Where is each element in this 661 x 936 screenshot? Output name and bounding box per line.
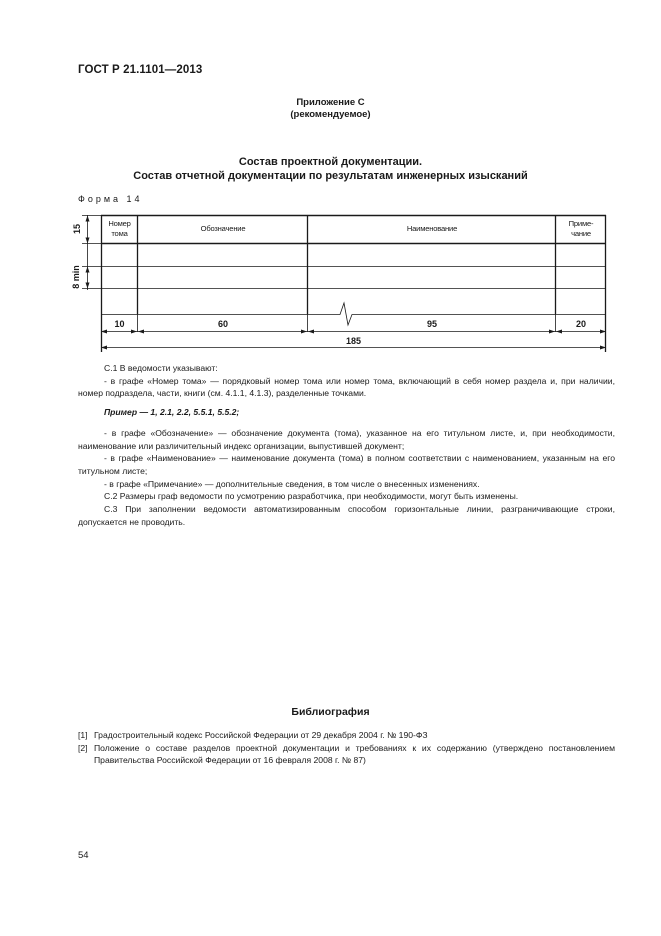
width-dim-3: 95 [426,319,437,329]
bibliography-item-number: [2] [78,742,88,753]
total-width-dim: 185 [345,336,362,346]
bibliography-item-text: Градостроительный кодекс Российской Федерации от 29 декабря 2004 г. № 190-ФЗ [94,730,428,740]
note-c1-naim: - в графе «Наименование» — наименование документа (тома) в полном соответствии с наименованием, указанным на его титульном листе; [78,453,615,476]
width-dim-2: 60 [217,319,228,329]
appendix-title: Приложение С [296,97,365,108]
form-label: Форма 14 [78,194,143,204]
bibliography-title: Библиография [291,706,370,718]
note-c1-prim: - в графе «Примечание» — дополнительные сведения, в том числе о внесенных изменениях. [104,478,480,489]
width-dim-4: 20 [575,319,586,329]
column-header-tom: Номер тома [108,219,131,238]
note-c2: С.2 Размеры граф ведомости по усмотрению разработчика, при необходимости, могут быть изменены. [104,491,519,502]
note-c1-tom: - в графе «Номер тома» — порядковый номер тома или номер тома, включающий в себя номер раздела и, при наличии, номер подраздела, части, книги (см. 4.1.1, 4.1.3), разделенные точками. [78,375,615,399]
section-title-line1: Состав проектной документации. [238,156,423,168]
column-header-primechanie: Приме- чание [568,219,594,238]
bibliography-item-text: Положение о составе разделов проектной документации и требованиях к их содержанию (утверждено постановлением Правительства Российской Федерации от 16 февраля 2008 г. № 87) [94,742,615,766]
header-height-dim: 15 [72,224,82,235]
notes-block [78,362,615,528]
bibliography-item [78,729,615,742]
note-c1-oboz: - в графе «Обозначение» — обозначение документа (тома), указанное на его титульном листе, и, при необходимости, наименование или различительный индекс организации, выпустившей документ; [78,427,615,451]
note-example: Пример — 1, 2.1, 2.2, 5.5.1, 5.5.2; [104,407,240,418]
column-header-oboznachenie: Обозначение [200,224,246,233]
document-header: ГОСТ Р 21.1101—2013 [78,64,203,76]
bibliography-item-number: [1] [78,730,88,740]
row-height-dim: 8 min [71,265,81,289]
section-title-line2: Состав отчетной документации по результатам инженерных изысканий [133,170,528,182]
column-header-naimenovanie: Наименование [406,224,458,233]
note-c1-intro: С.1 В ведомости указывают: [104,363,218,373]
appendix-subtitle: (рекомендуемое) [290,109,371,120]
note-c3: С.3 При заполнении ведомости автоматизированным способом горизонтальные линии, разграничивающие строки, допускается не проводить. [78,504,615,527]
page-number: 54 [78,850,89,861]
bibliography-item [78,742,615,767]
bibliography-list [78,729,615,767]
width-dim-1: 10 [114,319,125,329]
